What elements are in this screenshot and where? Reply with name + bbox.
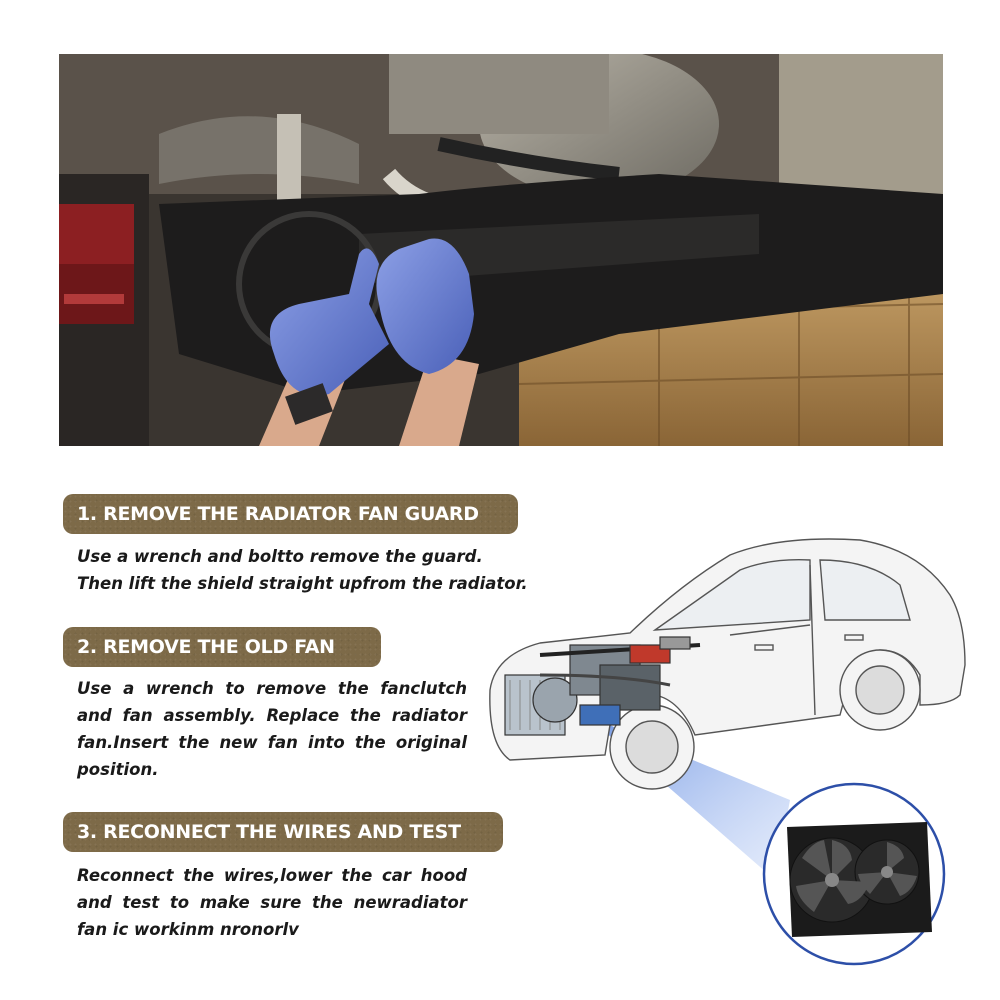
step-2-header <box>63 627 381 667</box>
step-3-description <box>77 862 467 943</box>
step-1-title: 1. REMOVE THE RADIATOR FAN GUARD <box>77 503 479 525</box>
car-line-drawing <box>480 525 975 825</box>
step-2-line-3: fan.Insert the new fan into the original <box>77 733 467 752</box>
dual-fan-icon <box>762 782 946 966</box>
step-2-title: 2. REMOVE THE OLD FAN <box>77 636 335 658</box>
step-1-line-2: Then lift the shield straight upfrom the radiator. <box>77 574 528 593</box>
step-3-line-3: fan ic workinm nronorlv <box>77 920 299 939</box>
step-1-line-1: Use a wrench and boltto remove the guard. <box>77 547 483 566</box>
car-cutaway-illustration <box>480 525 975 825</box>
step-2-line-2: and fan assembly. Replace the radiator <box>77 706 467 725</box>
step-1-description <box>77 543 528 597</box>
step-3-line-1: Reconnect the wires,lower the car hood <box>77 866 467 885</box>
fan-guard-removal-photo <box>59 54 943 446</box>
radiator-fan-callout <box>762 782 946 966</box>
step-2-line-1: Use a wrench to remove the fanclutch <box>77 679 467 698</box>
undercarriage-scene <box>59 54 943 446</box>
step-2-description <box>77 675 467 783</box>
step-3-title: 3. RECONNECT THE WIRES AND TEST <box>77 821 461 843</box>
step-1-header <box>63 494 518 534</box>
step-3-header <box>63 812 503 852</box>
step-3-line-2: and test to make sure the newradiator <box>77 893 467 912</box>
step-2-line-4: position. <box>77 760 159 779</box>
